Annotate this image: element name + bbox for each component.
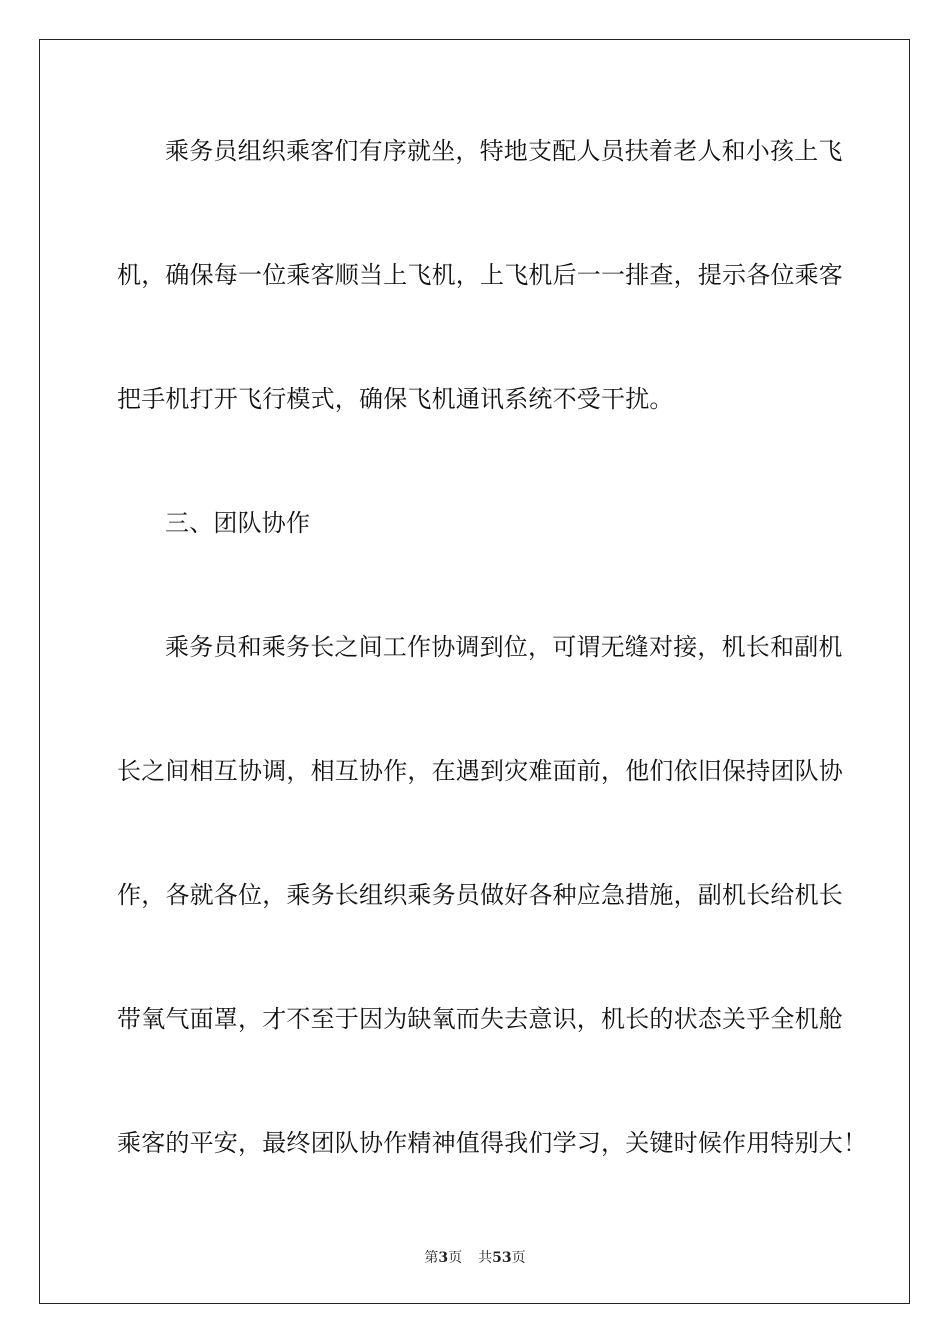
section-heading: 三、团队协作 — [165, 509, 311, 537]
footer-total-prefix: 共 — [478, 1250, 493, 1266]
footer-total-pages: 53 — [492, 1250, 512, 1266]
footer-page-suffix: 页 — [448, 1250, 463, 1266]
paragraph-line: 长之间相互协调，相互协作，在遇到灾难面前，他们依旧保持团队协 — [117, 757, 843, 785]
footer-page-number: 3 — [438, 1250, 449, 1266]
footer-page-prefix: 第 — [424, 1250, 439, 1266]
paragraph-line: 机，确保每一位乘客顺当上飞机，上飞机后一一排查，提示各位乘客 — [117, 261, 843, 289]
paragraph-line: 乘客的平安，最终团队协作精神值得我们学习，关键时候作用特别大！ — [117, 1129, 868, 1157]
paragraph-line: 作，各就各位，乘务长组织乘务员做好各种应急措施，副机长给机长 — [117, 881, 843, 909]
paragraph-line: 带氧气面罩，才不至于因为缺氧而失去意识，机长的状态关乎全机舱 — [117, 1005, 843, 1033]
paragraph-line: 把手机打开飞行模式，确保飞机通讯系统不受干扰。 — [117, 385, 674, 413]
page-footer — [0, 1249, 950, 1267]
footer-total-suffix: 页 — [511, 1250, 526, 1266]
paragraph-line: 乘务员和乘务长之间工作协调到位，可谓无缝对接，机长和副机 — [165, 633, 843, 661]
paragraph-line: 乘务员组织乘客们有序就坐，特地支配人员扶着老人和小孩上飞 — [165, 137, 843, 165]
page-border — [39, 39, 910, 1304]
